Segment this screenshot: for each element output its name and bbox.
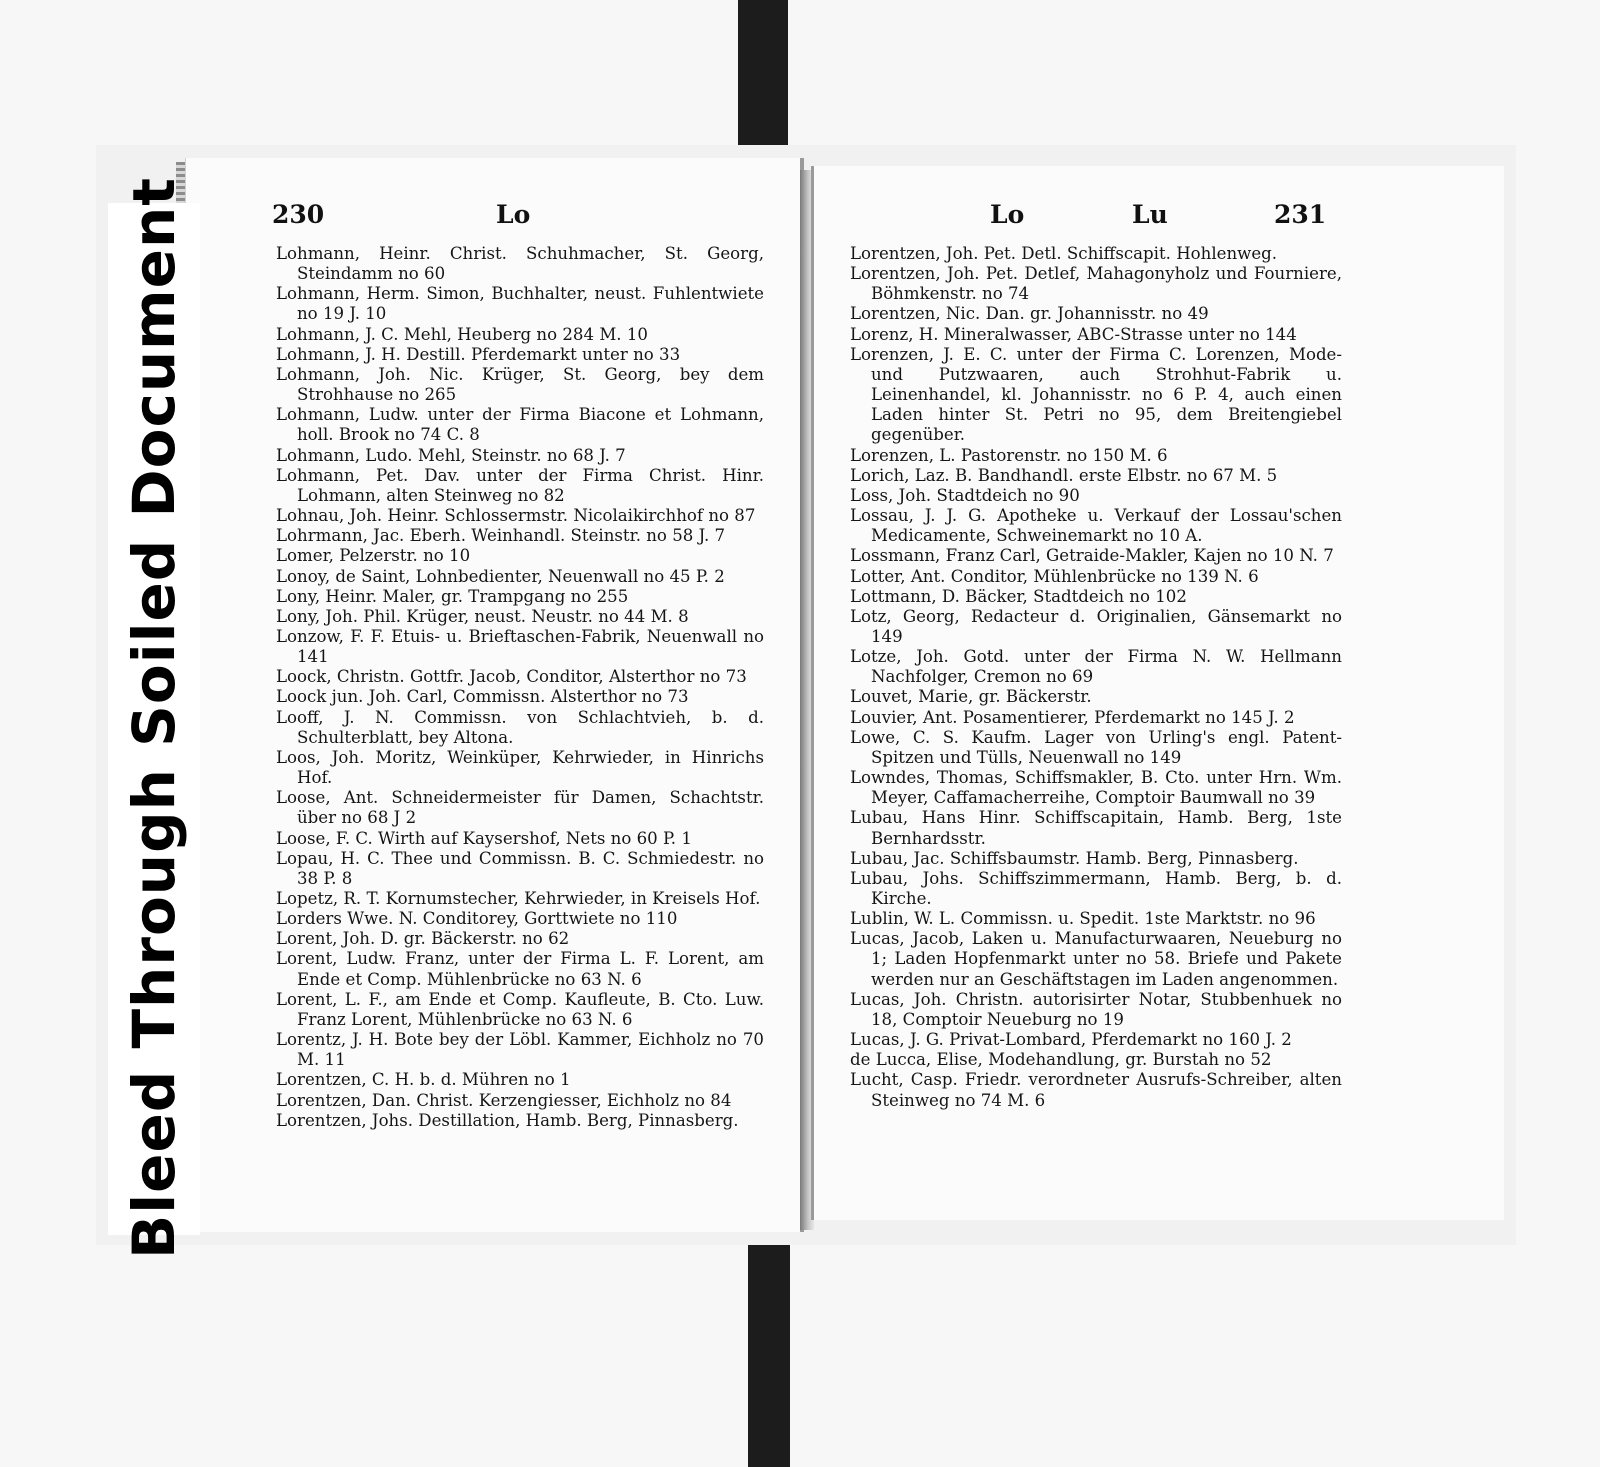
directory-entry: Lony, Heinr. Maler, gr. Trampgang no 255	[276, 586, 629, 606]
directory-entry: Louvet, Marie, gr. Bäckerstr.	[850, 687, 1092, 707]
directory-entry: Lucas, Joh. Christn. autorisirter Notar, Stubbenhuek no 18, Comptoir Neueburg no 19	[850, 989, 1342, 1029]
directory-entry: Lorenzen, J. E. C. unter der Firma C. Lorenzen, Mode- und Putzwaaren, auch Strohhut-Fabrik u. Leinenhandel, kl. Johannisstr. no 6 P. 4, auch einen Laden hinter St. Petri no 95, dem Breitengiebel gegenüber.	[850, 344, 1342, 445]
book-spine	[800, 170, 814, 1230]
left-page-number: 230	[272, 200, 325, 229]
directory-entry: Loss, Joh. Stadtdeich no 90	[850, 485, 1080, 505]
right-entry-list	[850, 244, 1342, 1111]
directory-entry: Lohmann, Ludo. Mehl, Steinstr. no 68 J. 7	[276, 445, 626, 465]
directory-entry: Lorenzen, L. Pastorenstr. no 150 M. 6	[850, 445, 1168, 465]
directory-entry: Lottmann, D. Bäcker, Stadtdeich no 102	[850, 586, 1187, 606]
directory-entry: Lotz, Georg, Redacteur d. Originalien, Gänsemarkt no 149	[850, 606, 1342, 646]
directory-entry: Lohmann, J. C. Mehl, Heuberg no 284 M. 10	[276, 324, 648, 344]
directory-entry: Lohmann, Heinr. Christ. Schuhmacher, St. Georg, Steindamm no 60	[276, 244, 764, 284]
directory-entry: Loos, Joh. Moritz, Weinküper, Kehrwieder, in Hinrichs Hof.	[276, 747, 764, 788]
directory-entry: Lonoy, de Saint, Lohnbedienter, Neuenwall no 45 P. 2	[276, 566, 725, 586]
directory-entry: Lorentzen, Joh. Pet. Detl. Schiffscapit. Hohlenweg.	[850, 244, 1278, 263]
directory-entry: Lucas, J. G. Privat-Lombard, Pferdemarkt no 160 J. 2	[850, 1030, 1292, 1050]
directory-entry: Lossmann, Franz Carl, Getraide-Makler, Kajen no 10 N. 7	[850, 546, 1334, 566]
directory-entry: Lohmann, Joh. Nic. Krüger, St. Georg, bey dem Strohhause no 265	[276, 364, 764, 405]
right-page-number: 231	[1274, 200, 1327, 229]
directory-entry: Lorentzen, C. H. b. d. Mühren no 1	[276, 1070, 571, 1090]
right-running-head-lu: Lu	[1132, 200, 1168, 229]
directory-entry: Lublin, W. L. Commissn. u. Spedit. 1ste Marktstr. no 96	[850, 909, 1316, 929]
directory-entry: Loose, Ant. Schneidermeister für Damen, Schachtstr. über no 68 J 2	[276, 788, 764, 828]
directory-entry: Lorentzen, Nic. Dan. gr. Johannisstr. no 49	[850, 304, 1209, 324]
directory-entry: Lorentz, J. H. Bote bey der Löbl. Kammer, Eichholz no 70 M. 11	[276, 1030, 764, 1070]
directory-entry: Lopau, H. C. Thee und Commissn. B. C. Schmiedestr. no 38 P. 8	[276, 848, 764, 888]
left-running-head: Lo	[496, 200, 531, 229]
overlay-label: Bleed Through Soiled Document	[120, 177, 188, 1259]
directory-entry: Lossau, J. J. G. Apotheke u. Verkauf der Lossau'schen Medicamente, Schweinemarkt no 10 A.	[850, 506, 1342, 546]
directory-entry: Lowndes, Thomas, Schiffsmakler, B. Cto. unter Hrn. Wm. Meyer, Caffamacherreihe, Comptoir Baumwall no 39	[850, 768, 1342, 808]
directory-entry: Lohrmann, Jac. Eberh. Weinhandl. Steinstr. no 58 J. 7	[276, 526, 726, 546]
directory-entry: Lucas, Jacob, Laken u. Manufacturwaaren, Neueburg no 1; Laden Hopfenmarkt unter no 58. Briefe und Pakete werden nur an Geschäftstagen im Laden angenommen.	[850, 929, 1342, 989]
directory-entry: Lohmann, J. H. Destill. Pferdemarkt unter no 33	[276, 344, 681, 364]
directory-entry: Lowe, C. S. Kaufm. Lager von Urling's engl. Patent-Spitzen und Tülls, Neuenwall no 149	[850, 727, 1342, 767]
directory-entry: de Lucca, Elise, Modehandlung, gr. Burstah no 52	[850, 1050, 1272, 1070]
directory-entry: Lotter, Ant. Conditor, Mühlenbrücke no 139 N. 6	[850, 566, 1259, 586]
directory-entry: Lohmann, Ludw. unter der Firma Biacone et Lohmann, holl. Brook no 74 C. 8	[276, 405, 764, 445]
directory-entry: Lorent, Joh. D. gr. Bäckerstr. no 62	[276, 929, 570, 949]
directory-entry: Lohnau, Joh. Heinr. Schlossermstr. Nicolaikirchhof no 87	[276, 506, 756, 526]
directory-entry: Lorders Wwe. N. Conditorey, Gorttwiete no 110	[276, 909, 678, 929]
directory-entry: Lucht, Casp. Friedr. verordneter Ausrufs-Schreiber, alten Steinweg no 74 M. 6	[850, 1070, 1342, 1110]
left-entry-list	[276, 244, 764, 1131]
directory-entry: Lorent, L. F., am Ende et Comp. Kaufleute, B. Cto. Luw. Franz Lorent, Mühlenbrücke no 63 N. 6	[276, 989, 764, 1029]
directory-entry: Lonzow, F. F. Etuis- u. Brieftaschen-Fabrik, Neuenwall no 141	[276, 626, 764, 667]
directory-entry: Lorich, Laz. B. Bandhandl. erste Elbstr. no 67 M. 5	[850, 465, 1278, 485]
directory-entry: Lorentzen, Dan. Christ. Kerzengiesser, Eichholz no 84	[276, 1090, 732, 1110]
directory-entry: Louvier, Ant. Posamentierer, Pferdemarkt no 145 J. 2	[850, 707, 1295, 727]
directory-entry: Lorent, Ludw. Franz, unter der Firma L. F. Lorent, am Ende et Comp. Mühlenbrücke no 63 N. 6	[276, 949, 764, 989]
directory-entry: Lopetz, R. T. Kornumstecher, Kehrwieder, in Kreisels Hof.	[276, 889, 761, 908]
directory-entry: Lorentzen, Johs. Destillation, Hamb. Berg, Pinnasberg.	[276, 1110, 739, 1130]
scanner-clamp-bottom	[748, 1222, 790, 1467]
directory-entry: Lohmann, Herm. Simon, Buchhalter, neust. Fuhlentwiete no 19 J. 10	[276, 284, 764, 324]
directory-entry: Loock jun. Joh. Carl, Commissn. Alsterthor no 73	[276, 687, 689, 707]
directory-entry: Looff, J. N. Commissn. von Schlachtvieh, b. d. Schulterblatt, bey Altona.	[276, 707, 764, 747]
directory-entry: Loock, Christn. Gottfr. Jacob, Conditor, Alsterthor no 73	[276, 667, 747, 687]
directory-entry: Loose, F. C. Wirth auf Kaysershof, Nets no 60 P. 1	[276, 828, 692, 848]
right-running-head-lo: Lo	[990, 200, 1025, 229]
directory-entry: Lubau, Hans Hinr. Schiffscapitain, Hamb. Berg, 1ste Bernhardsstr.	[850, 808, 1342, 848]
directory-entry: Lotze, Joh. Gotd. unter der Firma N. W. Hellmann Nachfolger, Cremon no 69	[850, 647, 1342, 687]
directory-entry: Lomer, Pelzerstr. no 10	[276, 546, 471, 566]
directory-entry: Lubau, Johs. Schiffszimmermann, Hamb. Berg, b. d. Kirche.	[850, 868, 1342, 908]
directory-entry: Lohmann, Pet. Dav. unter der Firma Christ. Hinr. Lohmann, alten Steinweg no 82	[276, 465, 764, 505]
directory-entry: Lorentzen, Joh. Pet. Detlef, Mahagonyholz und Fourniere, Böhmkenstr. no 74	[850, 264, 1342, 304]
directory-entry: Lubau, Jac. Schiffsbaumstr. Hamb. Berg, Pinnasberg.	[850, 848, 1299, 868]
directory-entry: Lony, Joh. Phil. Krüger, neust. Neustr. no 44 M. 8	[276, 606, 689, 626]
directory-entry: Lorenz, H. Mineralwasser, ABC-Strasse unter no 144	[850, 324, 1297, 344]
